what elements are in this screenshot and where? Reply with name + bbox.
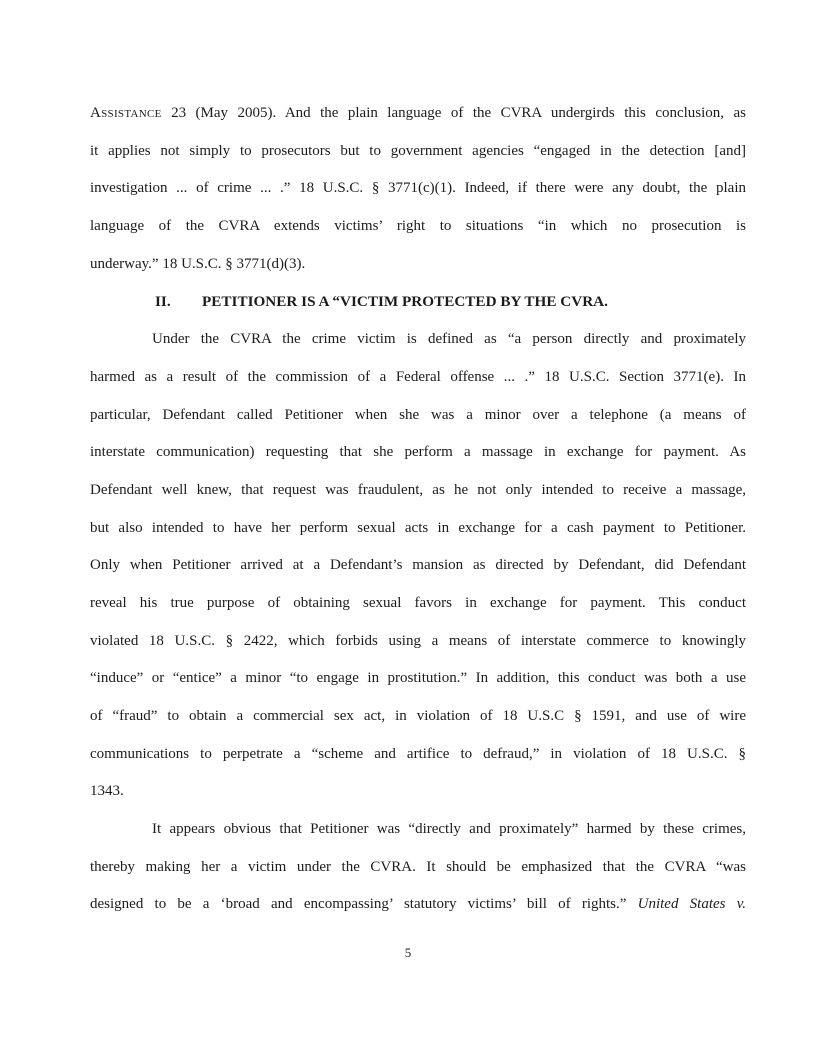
text-segment: but also intended to have her perform sexual acts in exchange for a cash payment to Petitioner. — [90, 519, 746, 536]
text-line — [90, 547, 746, 585]
text-segment: particular, Defendant called Petitioner when she was a minor over a telephone (a means of — [90, 406, 746, 423]
text-line — [90, 623, 746, 661]
text-line — [90, 397, 746, 435]
text-segment: violated 18 U.S.C. § 2422, which forbids using a means of interstate commerce to knowingly — [90, 632, 746, 649]
text-segment: 23 (May 2005). And the plain language of the CVRA undergirds this conclusion, as — [161, 105, 746, 121]
text-segment: communications to perpetrate a “scheme and artifice to defraud,” in violation of 18 U.S.C. § — [90, 745, 746, 762]
text-segment: Only when Petitioner arrived at a Defendant’s mansion as directed by Defendant, did Defendant — [90, 557, 746, 574]
text-segment: Under the CVRA the crime victim is defined as “a person directly and proximately — [152, 331, 746, 348]
text-line — [90, 434, 746, 472]
text-line — [90, 510, 746, 548]
text-segment-smallcaps: Assistance — [90, 105, 162, 121]
text-line — [90, 773, 746, 811]
text-line — [90, 170, 746, 208]
text-segment: designed to be a ‘broad and encompassing’ statutory victims’ bill of rights.” — [90, 896, 638, 913]
text-line — [90, 246, 746, 284]
text-segment: 1343. — [90, 783, 124, 800]
text-segment: Defendant well knew, that request was fraudulent, as he not only intended to receive a massage, — [90, 481, 746, 498]
text-line — [90, 698, 746, 736]
text-line — [90, 133, 746, 171]
text-line — [90, 660, 746, 698]
text-line — [90, 849, 746, 887]
text-segment: reveal his true purpose of obtaining sexual favors in exchange for payment. This conduct — [90, 594, 746, 611]
text-segment: it applies not simply to prosecutors but to government agencies “engaged in the detection [and] — [90, 142, 746, 159]
text-segment: underway.” 18 U.S.C. § 3771(d)(3). — [90, 255, 306, 272]
text-segment-italic: United States v. — [637, 896, 746, 913]
text-segment: of “fraud” to obtain a commercial sex act, in violation of 18 U.S.C § 1591, and use of wire — [90, 708, 746, 724]
text-segment: “induce” or “entice” a minor “to engage in prostitution.” In addition, this conduct was both a use — [90, 670, 746, 687]
text-line — [90, 886, 746, 924]
heading-section-ii — [90, 283, 746, 321]
text-segment: It appears obvious that Petitioner was “directly and proximately” harmed by these crimes, — [152, 821, 746, 838]
text-line — [90, 811, 746, 849]
text-segment: thereby making her a victim under the CVRA. It should be emphasized that the CVRA “was — [90, 858, 746, 875]
text-segment: investigation ... of crime ... .” 18 U.S.C. § 3771(c)(1). Indeed, if there were any doubt, the plain — [90, 180, 746, 197]
text-line — [90, 736, 746, 774]
text-line — [90, 208, 746, 246]
heading-text: PETITIONER IS A “VICTIM PROTECTED BY THE CVRA. — [202, 293, 608, 311]
text-line — [90, 472, 746, 510]
heading-number: II. — [155, 293, 171, 311]
document-body — [90, 95, 746, 924]
text-line — [90, 321, 746, 359]
text-line — [90, 95, 746, 133]
page-number: 5 — [404, 945, 412, 960]
text-segment: interstate communication) requesting that she perform a massage in exchange for payment. As — [90, 444, 746, 461]
text-segment: language of the CVRA extends victims’ right to situations “in which no prosecution is — [90, 218, 746, 235]
text-line — [90, 359, 746, 397]
text-line — [90, 585, 746, 623]
text-segment: harmed as a result of the commission of a Federal offense ... .” 18 U.S.C. Section 3771(e). In — [90, 368, 746, 385]
